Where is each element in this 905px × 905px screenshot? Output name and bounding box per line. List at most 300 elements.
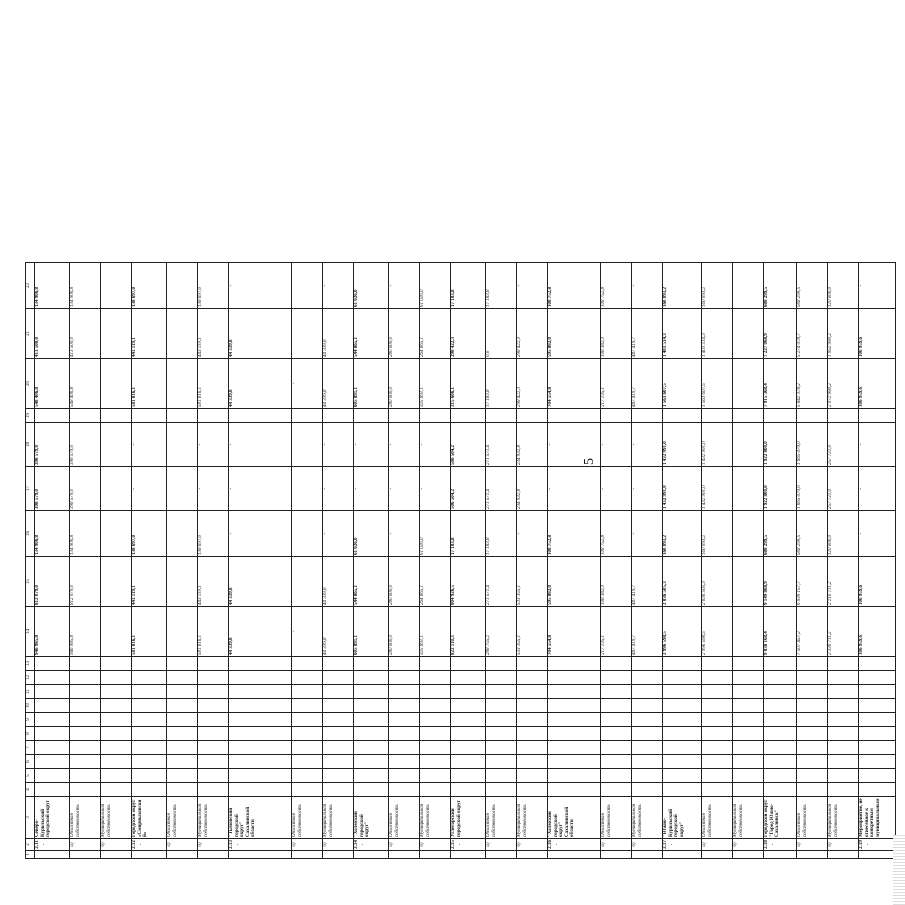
value-cell bbox=[486, 409, 517, 423]
empty-cell bbox=[167, 755, 198, 769]
value-cell: 581 816,1 bbox=[198, 607, 229, 657]
value-cell: 257 721,0 bbox=[828, 423, 859, 467]
value-cell: 325 891,1 bbox=[420, 607, 451, 657]
row-name: Углегорский городской округ bbox=[451, 797, 486, 839]
column-number: 8 bbox=[26, 727, 35, 741]
value-cell: 443 119,1 bbox=[132, 557, 167, 607]
value-cell bbox=[167, 263, 198, 309]
empty-cell bbox=[70, 657, 101, 671]
value-cell: - bbox=[229, 423, 292, 467]
empty-cell bbox=[292, 685, 323, 699]
column-number: 14 bbox=[26, 607, 35, 657]
empty-cell bbox=[292, 755, 323, 769]
empty-cell bbox=[35, 699, 70, 713]
row-name: "Южно-Курильский городской округ" bbox=[663, 797, 702, 839]
empty-cell bbox=[663, 741, 702, 755]
row-number: б) bbox=[733, 839, 764, 851]
row-number: а) bbox=[486, 839, 517, 851]
empty-cell bbox=[702, 727, 733, 741]
empty-cell bbox=[702, 657, 733, 671]
value-cell: - bbox=[389, 263, 420, 309]
empty-cell bbox=[198, 685, 229, 699]
value-cell: 581 816,1 bbox=[132, 359, 167, 409]
row-name: Муниципальная собственность bbox=[323, 797, 354, 839]
value-cell: 61 026,0 bbox=[420, 511, 451, 557]
empty-cell bbox=[632, 671, 663, 685]
value-cell: 581 816,1 bbox=[132, 607, 167, 657]
table-row bbox=[389, 263, 420, 859]
value-cell: 138 697,0 bbox=[198, 263, 229, 309]
table-row bbox=[101, 263, 132, 859]
empty-cell bbox=[733, 783, 764, 797]
value-cell bbox=[292, 467, 323, 511]
column-number: 6 bbox=[26, 755, 35, 769]
value-cell: - bbox=[132, 467, 167, 511]
empty-cell bbox=[548, 671, 601, 685]
row-name: Областная собственность bbox=[292, 797, 323, 839]
empty-cell bbox=[764, 783, 797, 797]
empty-cell bbox=[323, 769, 354, 783]
empty-cell bbox=[229, 741, 292, 755]
value-cell bbox=[70, 409, 101, 423]
row-number: 2.17. bbox=[663, 839, 702, 851]
value-cell: 271 571,4 bbox=[486, 557, 517, 607]
table-row bbox=[35, 263, 70, 859]
row-name: "Холмский городской округ" Сахалинской области bbox=[548, 797, 601, 839]
empty-cell bbox=[601, 769, 632, 783]
value-cell bbox=[167, 607, 198, 657]
value-cell: 108 752,8 bbox=[548, 263, 601, 309]
empty-cell bbox=[486, 671, 517, 685]
value-cell bbox=[101, 511, 132, 557]
row-spacer-cell bbox=[663, 851, 702, 859]
empty-cell bbox=[764, 657, 797, 671]
empty-cell bbox=[389, 699, 420, 713]
empty-cell bbox=[292, 783, 323, 797]
row-name: Мероприятие, не отнесенное к конкретным муниципальным bbox=[859, 797, 896, 839]
value-cell bbox=[733, 467, 764, 511]
empty-cell bbox=[663, 685, 702, 699]
row-name: "Холмский городской округ" bbox=[354, 797, 389, 839]
value-cell: - bbox=[198, 423, 229, 467]
row-number: а) bbox=[702, 839, 733, 851]
empty-cell bbox=[354, 783, 389, 797]
empty-cell bbox=[354, 699, 389, 713]
empty-cell bbox=[733, 657, 764, 671]
value-cell: 61 026,0 bbox=[354, 511, 389, 557]
value-cell: 1 563 607,5 bbox=[702, 359, 733, 409]
row-spacer-cell bbox=[859, 851, 896, 859]
value-cell: 7 915 368,4 bbox=[764, 359, 797, 409]
value-cell: 443 119,1 bbox=[132, 309, 167, 359]
empty-cell bbox=[764, 741, 797, 755]
empty-cell bbox=[733, 727, 764, 741]
empty-cell bbox=[389, 685, 420, 699]
empty-cell bbox=[702, 783, 733, 797]
value-cell: 704 554,8 bbox=[548, 359, 601, 409]
empty-cell bbox=[859, 699, 896, 713]
empty-cell bbox=[733, 699, 764, 713]
table-row bbox=[198, 263, 229, 859]
empty-cell bbox=[323, 727, 354, 741]
row-name: "Тымовский городской округ" Сахалинской области bbox=[229, 797, 292, 839]
empty-cell bbox=[229, 657, 292, 671]
value-cell: 108 382,3 bbox=[601, 309, 632, 359]
value-cell: - bbox=[132, 423, 167, 467]
empty-cell bbox=[548, 783, 601, 797]
row-number: б) bbox=[517, 839, 548, 851]
value-cell: - bbox=[354, 423, 389, 467]
empty-cell bbox=[35, 741, 70, 755]
empty-cell bbox=[101, 685, 132, 699]
value-cell: 544 865,1 bbox=[354, 557, 389, 607]
row-name: Муниципальная собственность bbox=[632, 797, 663, 839]
column-numbers-row bbox=[26, 263, 35, 859]
value-cell bbox=[764, 409, 797, 423]
empty-cell bbox=[198, 755, 229, 769]
empty-cell bbox=[292, 657, 323, 671]
empty-cell bbox=[323, 671, 354, 685]
column-number: 18 bbox=[26, 423, 35, 467]
value-cell: 280 000,0 bbox=[389, 607, 420, 657]
value-cell bbox=[420, 409, 451, 423]
value-cell bbox=[101, 467, 132, 511]
value-cell: - bbox=[229, 467, 292, 511]
empty-cell bbox=[70, 755, 101, 769]
value-cell: 568 299,5 bbox=[797, 263, 828, 309]
value-cell: 44 339,8 bbox=[323, 359, 354, 409]
value-cell: - bbox=[323, 511, 354, 557]
value-cell: 605 891,1 bbox=[354, 359, 389, 409]
row-number: 2.12. bbox=[132, 839, 167, 851]
empty-cell bbox=[663, 699, 702, 713]
empty-cell bbox=[828, 699, 859, 713]
value-cell: 280 000,0 bbox=[389, 309, 420, 359]
value-cell: 812 079,0 bbox=[35, 557, 70, 607]
empty-cell bbox=[733, 685, 764, 699]
value-cell: 106 959,6 bbox=[859, 359, 896, 409]
empty-cell bbox=[797, 671, 828, 685]
value-cell: 271 571,4 bbox=[486, 423, 517, 467]
column-number: 3 bbox=[26, 797, 35, 839]
value-cell: - bbox=[323, 263, 354, 309]
value-cell: 138 697,0 bbox=[198, 511, 229, 557]
table-row bbox=[859, 263, 896, 859]
column-number: 22 bbox=[26, 263, 35, 309]
empty-cell bbox=[70, 727, 101, 741]
empty-cell bbox=[451, 699, 486, 713]
value-cell: 548 406,8 bbox=[35, 359, 70, 409]
empty-cell bbox=[323, 657, 354, 671]
row-name: Областная собственность bbox=[389, 797, 420, 839]
empty-cell bbox=[764, 713, 797, 727]
empty-cell bbox=[354, 769, 389, 783]
row-number: 2.16. bbox=[548, 839, 601, 851]
value-cell bbox=[733, 511, 764, 557]
value-cell: 315 606,1 bbox=[451, 359, 486, 409]
empty-cell bbox=[420, 685, 451, 699]
empty-cell bbox=[132, 713, 167, 727]
value-cell: 7 227 068,9 bbox=[764, 309, 797, 359]
table-row bbox=[354, 263, 389, 859]
empty-cell bbox=[601, 671, 632, 685]
value-cell bbox=[35, 409, 70, 423]
empty-cell bbox=[828, 741, 859, 755]
table-row bbox=[132, 263, 167, 859]
empty-cell bbox=[292, 727, 323, 741]
value-cell: 61 026,0 bbox=[420, 263, 451, 309]
row-number: 2.11. bbox=[35, 839, 70, 851]
value-cell: 61 026,0 bbox=[354, 263, 389, 309]
value-cell: 44 339,8 bbox=[323, 607, 354, 657]
column-number: 20 bbox=[26, 359, 35, 409]
value-cell: 568 299,5 bbox=[797, 511, 828, 557]
row-spacer-cell bbox=[702, 851, 733, 859]
empty-cell bbox=[101, 741, 132, 755]
value-cell: 398 579,0 bbox=[35, 423, 70, 467]
row-number: 2.15. bbox=[451, 839, 486, 851]
table-row bbox=[420, 263, 451, 859]
empty-cell bbox=[323, 699, 354, 713]
empty-cell bbox=[733, 741, 764, 755]
value-cell: 946 985,8 bbox=[35, 607, 70, 657]
value-cell: 413 500,0 bbox=[70, 309, 101, 359]
empty-cell bbox=[70, 685, 101, 699]
value-cell: 108 382,3 bbox=[601, 557, 632, 607]
value-cell: 120 000,0 bbox=[828, 263, 859, 309]
empty-cell bbox=[389, 769, 420, 783]
empty-cell bbox=[702, 769, 733, 783]
empty-cell bbox=[420, 741, 451, 755]
value-cell bbox=[797, 409, 828, 423]
table-row bbox=[451, 263, 486, 859]
table-row bbox=[167, 263, 198, 859]
empty-cell bbox=[764, 769, 797, 783]
empty-cell bbox=[292, 769, 323, 783]
empty-cell bbox=[764, 685, 797, 699]
empty-cell bbox=[828, 685, 859, 699]
value-cell: 280 000,0 bbox=[389, 359, 420, 409]
row-spacer-cell bbox=[292, 851, 323, 859]
value-cell: 298 422,3 bbox=[451, 309, 486, 359]
value-cell: 17 183,8 bbox=[486, 511, 517, 557]
empty-cell bbox=[198, 727, 229, 741]
empty-cell bbox=[323, 783, 354, 797]
value-cell bbox=[733, 557, 764, 607]
value-cell: 108 752,8 bbox=[548, 511, 601, 557]
empty-cell bbox=[764, 671, 797, 685]
empty-cell bbox=[517, 727, 548, 741]
value-cell: 2 836 505,3 bbox=[663, 557, 702, 607]
row-spacer-cell bbox=[517, 851, 548, 859]
value-cell: 17 183,8 bbox=[486, 359, 517, 409]
empty-cell bbox=[198, 769, 229, 783]
empty-cell bbox=[389, 671, 420, 685]
value-cell bbox=[601, 409, 632, 423]
value-cell: 1 665 079,0 bbox=[797, 423, 828, 467]
empty-cell bbox=[828, 671, 859, 685]
column-number: 11 bbox=[26, 685, 35, 699]
value-cell: - bbox=[859, 423, 896, 467]
value-cell: 822 110,3 bbox=[451, 607, 486, 657]
empty-cell bbox=[859, 685, 896, 699]
row-name: Областная собственность bbox=[167, 797, 198, 839]
empty-cell bbox=[632, 727, 663, 741]
row-spacer-cell bbox=[601, 851, 632, 859]
row-spacer-cell bbox=[354, 851, 389, 859]
empty-cell bbox=[663, 727, 702, 741]
empty-cell bbox=[797, 685, 828, 699]
empty-cell bbox=[101, 783, 132, 797]
empty-cell bbox=[859, 755, 896, 769]
value-cell bbox=[167, 409, 198, 423]
row-name: Муниципальная собственность bbox=[101, 797, 132, 839]
empty-cell bbox=[229, 671, 292, 685]
empty-cell bbox=[548, 699, 601, 713]
value-cell: - bbox=[420, 467, 451, 511]
empty-cell bbox=[35, 755, 70, 769]
empty-cell bbox=[859, 769, 896, 783]
empty-cell bbox=[702, 755, 733, 769]
value-cell: 1 432 991,0 bbox=[663, 467, 702, 511]
empty-cell bbox=[35, 713, 70, 727]
value-cell bbox=[828, 409, 859, 423]
value-cell: 325 891,1 bbox=[420, 359, 451, 409]
empty-cell bbox=[663, 657, 702, 671]
value-cell: - bbox=[292, 607, 323, 657]
empty-cell bbox=[601, 713, 632, 727]
table-row bbox=[517, 263, 548, 859]
empty-cell bbox=[198, 713, 229, 727]
empty-cell bbox=[323, 713, 354, 727]
value-cell: 160 093,2 bbox=[663, 263, 702, 309]
row-name: Городской округ "Город Южно-Сахалинск" bbox=[764, 797, 797, 839]
value-cell: 44 339,8 bbox=[229, 359, 292, 409]
empty-cell bbox=[101, 699, 132, 713]
value-cell: 17 183,8 bbox=[486, 263, 517, 309]
value-cell: 0,0 bbox=[486, 309, 517, 359]
empty-cell bbox=[859, 671, 896, 685]
column-number: 13 bbox=[26, 657, 35, 671]
value-cell: - bbox=[354, 467, 389, 511]
empty-cell bbox=[797, 783, 828, 797]
empty-cell bbox=[632, 657, 663, 671]
empty-cell bbox=[167, 671, 198, 685]
empty-cell bbox=[601, 699, 632, 713]
empty-cell bbox=[292, 699, 323, 713]
empty-cell bbox=[354, 657, 389, 671]
empty-cell bbox=[354, 741, 389, 755]
empty-cell bbox=[132, 783, 167, 797]
empty-cell bbox=[601, 685, 632, 699]
empty-cell bbox=[420, 657, 451, 671]
row-spacer-cell bbox=[548, 851, 601, 859]
value-cell: 487 419,7 bbox=[632, 557, 663, 607]
value-cell: 138 697,0 bbox=[132, 263, 167, 309]
empty-cell bbox=[733, 755, 764, 769]
empty-cell bbox=[733, 671, 764, 685]
value-cell: 120 000,0 bbox=[828, 511, 859, 557]
column-number: 9 bbox=[26, 713, 35, 727]
column-number: 7 bbox=[26, 741, 35, 755]
empty-cell bbox=[389, 755, 420, 769]
value-cell bbox=[733, 263, 764, 309]
empty-cell bbox=[101, 727, 132, 741]
value-cell: 398 579,0 bbox=[70, 423, 101, 467]
empty-cell bbox=[167, 657, 198, 671]
empty-cell bbox=[167, 783, 198, 797]
empty-cell bbox=[548, 727, 601, 741]
value-cell: 544 865,1 bbox=[354, 309, 389, 359]
column-number: 15 bbox=[26, 557, 35, 607]
value-cell bbox=[354, 409, 389, 423]
value-cell: 160 093,2 bbox=[702, 263, 733, 309]
value-cell: 106 959,6 bbox=[859, 557, 896, 607]
empty-cell bbox=[420, 783, 451, 797]
empty-cell bbox=[797, 699, 828, 713]
table-row bbox=[828, 263, 859, 859]
value-cell: 134 906,8 bbox=[35, 263, 70, 309]
value-cell: 298 422,3 bbox=[517, 309, 548, 359]
empty-cell bbox=[70, 713, 101, 727]
value-cell: 533 355,1 bbox=[517, 557, 548, 607]
value-cell: - bbox=[548, 423, 601, 467]
value-cell bbox=[733, 359, 764, 409]
value-cell: 5 274 078,7 bbox=[797, 309, 828, 359]
empty-cell bbox=[632, 741, 663, 755]
column-number: 5 bbox=[26, 769, 35, 783]
empty-cell bbox=[101, 713, 132, 727]
row-number: 2.14. bbox=[354, 839, 389, 851]
value-cell: - bbox=[292, 359, 323, 409]
row-number: б) bbox=[420, 839, 451, 851]
empty-cell bbox=[132, 769, 167, 783]
value-cell: 217 135,1 bbox=[601, 607, 632, 657]
empty-cell bbox=[323, 741, 354, 755]
row-number: 2.13. bbox=[229, 839, 292, 851]
value-cell: 533 355,1 bbox=[517, 607, 548, 657]
row-name: Областная собственность bbox=[702, 797, 733, 839]
value-cell: 280 000,0 bbox=[389, 557, 420, 607]
row-spacer-cell bbox=[167, 851, 198, 859]
value-cell: 443 119,1 bbox=[198, 557, 229, 607]
empty-cell bbox=[132, 699, 167, 713]
value-cell: 6 939 157,7 bbox=[797, 557, 828, 607]
value-cell bbox=[859, 409, 896, 423]
empty-cell bbox=[167, 685, 198, 699]
empty-cell bbox=[229, 755, 292, 769]
empty-cell bbox=[517, 713, 548, 727]
value-cell: 134 906,8 bbox=[35, 511, 70, 557]
value-cell: 9 149 868,9 bbox=[764, 557, 797, 607]
empty-cell bbox=[132, 657, 167, 671]
row-spacer-cell bbox=[198, 851, 229, 859]
row-name: Муниципальная собственность bbox=[733, 797, 764, 839]
empty-cell bbox=[517, 657, 548, 671]
value-cell: 487 419,7 bbox=[632, 359, 663, 409]
empty-cell bbox=[35, 657, 70, 671]
value-cell bbox=[292, 263, 323, 309]
empty-cell bbox=[70, 699, 101, 713]
column-number: 19 bbox=[26, 409, 35, 423]
empty-cell bbox=[198, 741, 229, 755]
value-cell: 595 802,0 bbox=[548, 557, 601, 607]
empty-cell bbox=[663, 713, 702, 727]
row-spacer-cell bbox=[132, 851, 167, 859]
empty-cell bbox=[663, 769, 702, 783]
empty-cell bbox=[420, 713, 451, 727]
empty-cell bbox=[35, 783, 70, 797]
